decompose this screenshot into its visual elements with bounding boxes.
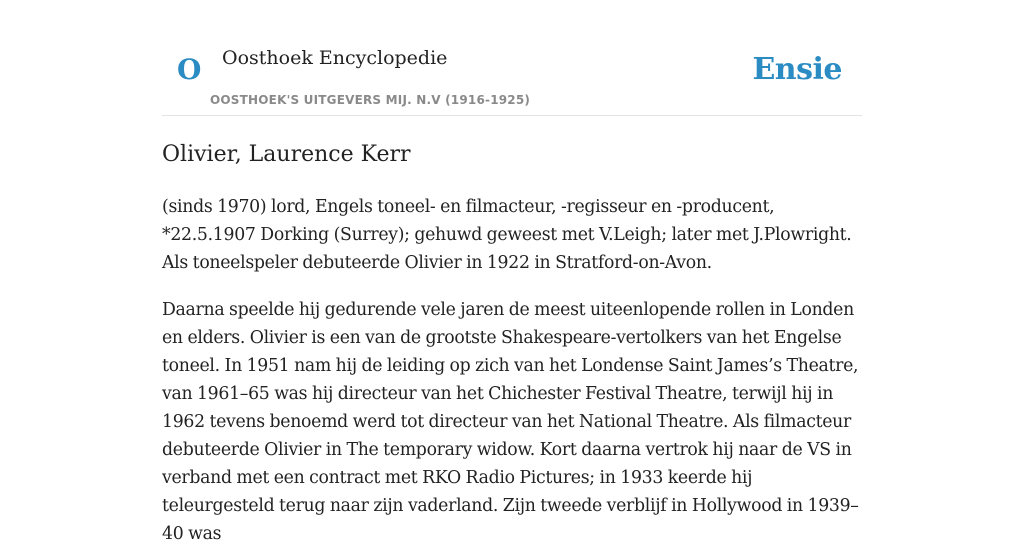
encyclopedia-title[interactable]: Oosthoek Encyclopedie	[222, 47, 448, 69]
encyclopedia-logo-icon[interactable]: O	[177, 53, 202, 86]
page-header	[162, 0, 862, 116]
page-container	[162, 0, 862, 548]
ensie-home-link[interactable]: Ensie	[752, 52, 842, 87]
article-paragraph: Daarna speelde hij gedurende vele jaren de meest uiteenlopende rollen in Londen en elders. Olivier is een van de grootste Shakespeare-vertolkers van het Engelse toneel. In 1951 nam hij de leiding op zich van het Londense Saint James’s Theatre, van 1961–65 was hij directeur van het Chichester Festival Theatre, terwijl hij in 1962 tevens benoemd werd tot directeur van het National Theatre. Als filmacteur debuteerde Olivier in The temporary widow. Kort daarna vertrok hij naar de VS in verband met een contract met RKO Radio Pictures; in 1933 keerde hij teleurgesteld terug naar zijn vaderland. Zijn tweede verblijf in Hollywood in 1939–40 was	[162, 300, 859, 544]
article-title: Olivier, Laurence Kerr	[162, 142, 411, 167]
publisher-label: OOSTHOEK'S UITGEVERS MIJ. N.V (1916-1925)	[210, 93, 531, 107]
article-paragraph: (sinds 1970) lord, Engels toneel- en filmacteur, -regisseur en -producent, *22.5.1907 Dorking (Surrey); gehuwd geweest met V.Leigh; later met J.Plowright. Als toneelspeler debuteerde Olivier in 1922 in Stratford-on-Avon.	[162, 197, 852, 273]
